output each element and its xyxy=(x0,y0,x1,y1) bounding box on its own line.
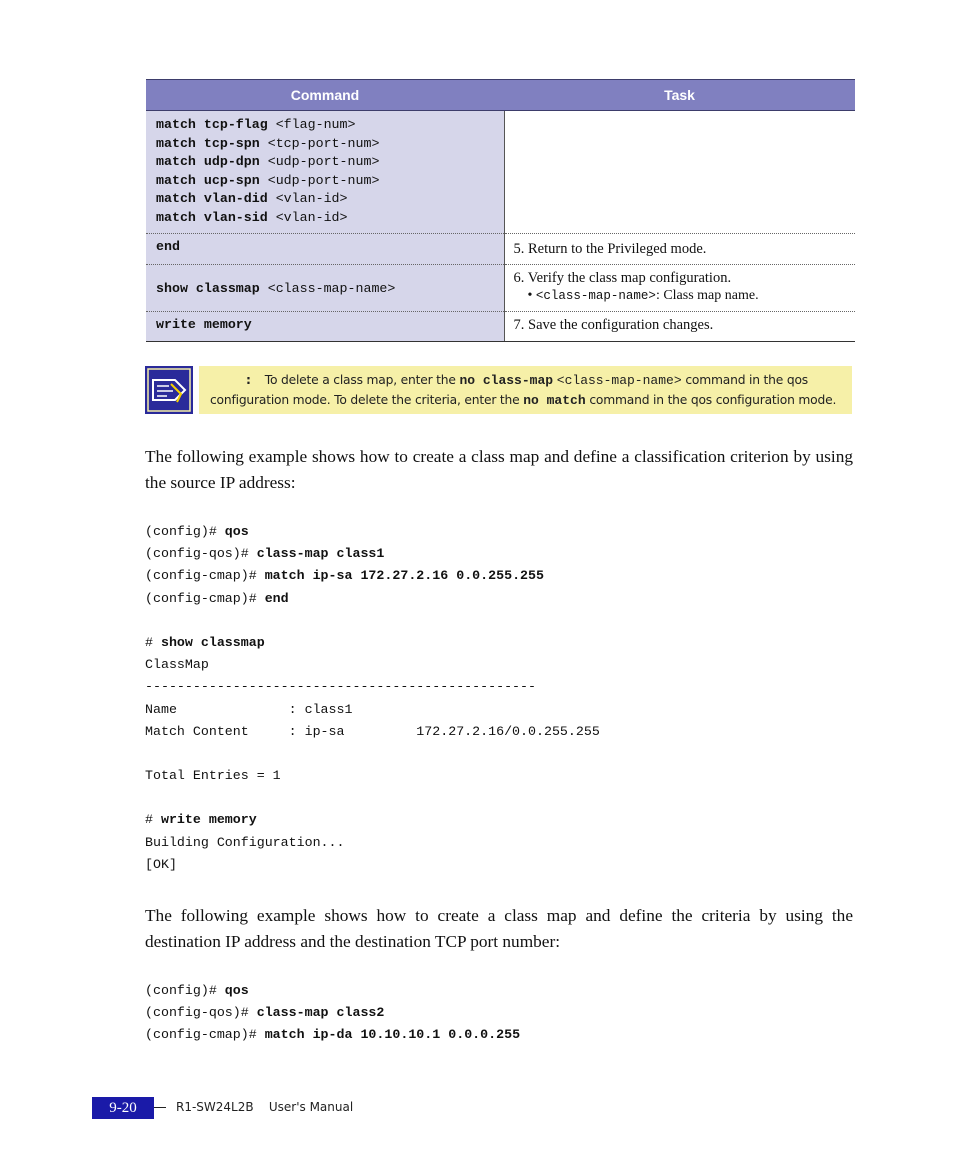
code-line: (config-cmap)# match ip-da 10.10.10.1 0.0.0.255 xyxy=(145,1027,521,1043)
note-line-2: configuration mode. To delete the criteria, enter the no match command in the qos configuration mode. xyxy=(210,392,837,408)
command-line: match tcp-spn <tcp-port-num> xyxy=(156,135,380,151)
code-line: # show classmap xyxy=(145,634,265,650)
table-row xyxy=(146,234,855,265)
code-line xyxy=(145,743,600,765)
note-line-1: : To delete a class map, enter the no class-map <class-map-name> command in the qos xyxy=(246,373,808,388)
code-line: # write memory xyxy=(145,812,257,828)
code-line: (config-cmap)# end xyxy=(145,590,289,606)
code-example-2 xyxy=(145,980,520,1047)
task-cell: 5. Return to the Privileged mode. xyxy=(504,234,855,265)
code-line: Total Entries = 1 xyxy=(145,768,281,784)
command-line: match udp-dpn <udp-port-num> xyxy=(156,154,380,170)
command-line: match vlan-sid <vlan-id> xyxy=(156,209,348,225)
table-row xyxy=(146,312,855,342)
code-line xyxy=(145,610,600,632)
table-row xyxy=(146,111,855,234)
table-row xyxy=(146,265,855,312)
command-cell: show classmap <class-map-name> xyxy=(146,265,504,312)
command-line: match tcp-flag <flag-num> xyxy=(156,117,356,132)
code-line: Match Content : ip-sa 172.27.2.16/0.0.255.255 xyxy=(145,723,600,739)
command-cell: end xyxy=(146,234,504,265)
note-box xyxy=(199,366,852,414)
code-line: Building Configuration... xyxy=(145,834,345,850)
code-line: (config)# qos xyxy=(145,524,249,539)
code-line: (config-qos)# class-map class1 xyxy=(145,546,385,562)
header-task: Task xyxy=(504,80,855,111)
code-line: ClassMap xyxy=(145,657,209,673)
paragraph-example-1: The following example shows how to create a class map and define a classification criterion by using the source IP address: xyxy=(145,447,853,492)
footer-manual-title: R1-SW24L2B User's Manual xyxy=(176,1100,354,1114)
code-line: ------------------------------------------------- xyxy=(145,679,536,695)
code-line: (config-cmap)# match ip-sa 172.27.2.16 0.0.255.255 xyxy=(145,568,544,584)
command-line: match ucp-spn <udp-port-num> xyxy=(156,172,380,188)
task-text: 6. Verify the class map configuration. xyxy=(513,270,732,286)
command-line: match vlan-did <vlan-id> xyxy=(156,191,348,207)
code-line xyxy=(145,787,600,809)
footer-rule xyxy=(154,1107,166,1108)
header-command: Command xyxy=(146,80,504,111)
code-line: [OK] xyxy=(145,856,177,872)
code-line: Name : class1 xyxy=(145,701,353,717)
paragraph-example-2: The following example shows how to create a class map and define the criteria by using the destination IP address and the destination TCP port number: xyxy=(145,906,853,951)
command-cell xyxy=(146,111,504,234)
task-bullet: • <class-map-name>: Class map name. xyxy=(527,288,759,303)
code-line: (config-qos)# class-map class2 xyxy=(145,1005,385,1021)
code-line: (config)# qos xyxy=(145,983,249,998)
command-cell: write memory xyxy=(146,312,504,342)
task-cell: 7. Save the configuration changes. xyxy=(504,312,855,342)
note-icon xyxy=(145,366,193,414)
code-example-1 xyxy=(145,521,600,876)
command-table xyxy=(146,79,855,342)
task-cell xyxy=(504,111,855,234)
page-number-badge: 9-20 xyxy=(92,1097,154,1119)
table-header-row xyxy=(146,80,855,111)
task-cell xyxy=(504,265,855,312)
